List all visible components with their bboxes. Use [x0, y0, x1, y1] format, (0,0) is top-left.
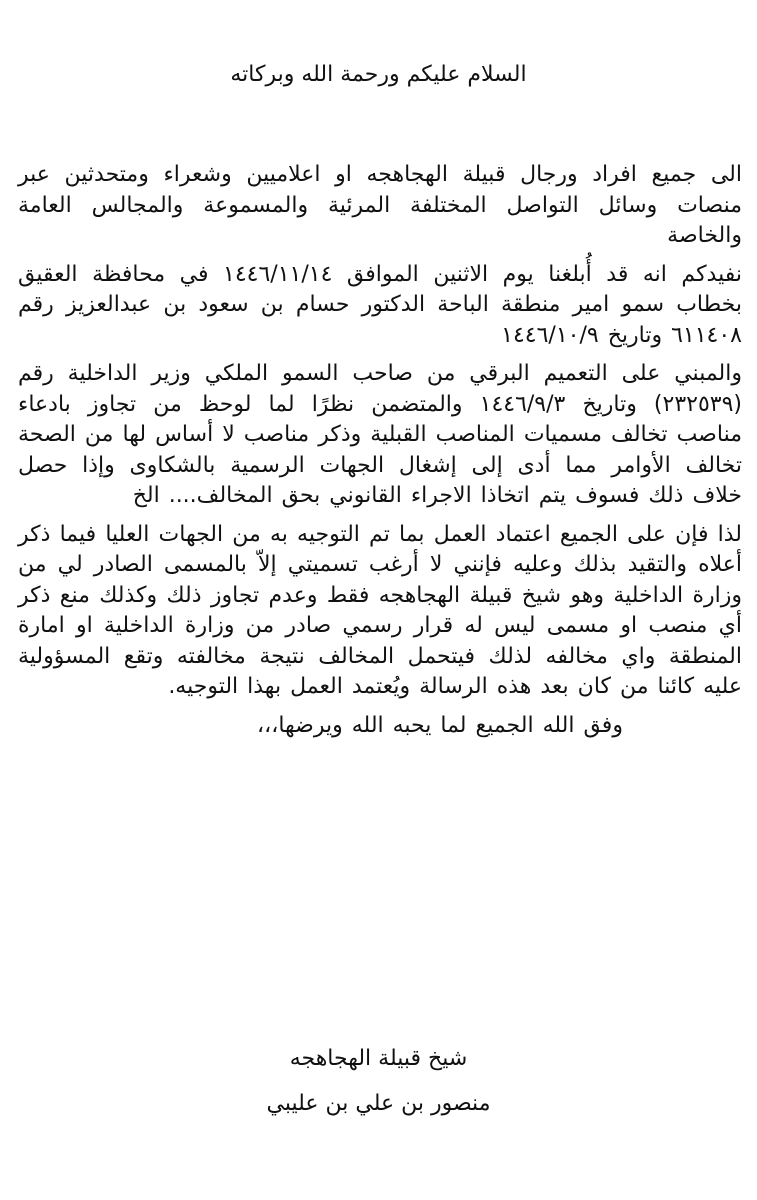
greeting: السلام عليكم ورحمة الله وبركاته — [230, 62, 527, 87]
closing-line: وفق الله الجميع لما يحبه الله ويرضها،،، — [257, 712, 623, 738]
paragraph-circular: والمبني على التعميم البرقي من صاحب السمو الملكي وزير الداخلية رقم (٢٣٢٥٣٩) وتاريخ ١٤٤٦/٩/٣ والمتضمن نظرًا لما لوحظ من تجاوز بادعاء مناصب تخالف مسميات المناصب القبلية وذكر مناصب لا أساس لها من الصحة تخالف الأوامر مما أدى إلى إشغال الجهات الرسمية بالشكاوى وإذا حصل خلاف ذلك فسوف يتم اتخاذا الاجراء القانوني بحق المخالف.... الخ — [18, 361, 743, 508]
signature-name: منصور بن علي بن عليبي — [266, 1091, 491, 1116]
signature-block — [0, 1036, 757, 1126]
paragraph-addressees: الى جميع افراد ورجال قبيلة الهجاهجه او اعلاميين وشعراء ومتحدثين عبر منصات وسائل التواصل المختلفة المرئية والمسموعة والمجالس العامة والخاصة — [18, 162, 742, 248]
signature-title: شيخ قبيلة الهجاهجه — [289, 1046, 468, 1071]
paragraph-directive: لذا فإن على الجميع اعتماد العمل بما تم التوجيه به من الجهات العليا فيما ذكر أعلاه والتقيد بذلك وعليه فإنني لا أرغب تسميتي إلاّ بالمسمى الصادر لي من وزارة الداخلية وهو شيخ قبيلة الهجاهجه فقط وعدم تجاوز ذلك وكذلك منع ذكر أي منصب او مسمى ليس له قرار رسمي صادر من وزارة الداخلية او امارة المنطقة واي مخالفه لذلك فيتحمل المخالف نتيجة مخالفته وتقع المسؤولية عليه كائنا من كان بعد هذه الرسالة ويُعتمد العمل بهذا التوجيه. — [18, 521, 742, 699]
paragraph-notification: نفيدكم انه قد أُبلغنا يوم الاثنين الموافق ١٤٤٦/١١/١٤ في محافظة العقيق بخطاب سمو امير منطقة الباحة الدكتور حسام بن سعود بن عبدالعزيز رقم ٦١١٤٠٨ وتاريخ ١٤٤٦/١٠/٩ — [18, 261, 742, 348]
letter-body — [18, 160, 742, 749]
